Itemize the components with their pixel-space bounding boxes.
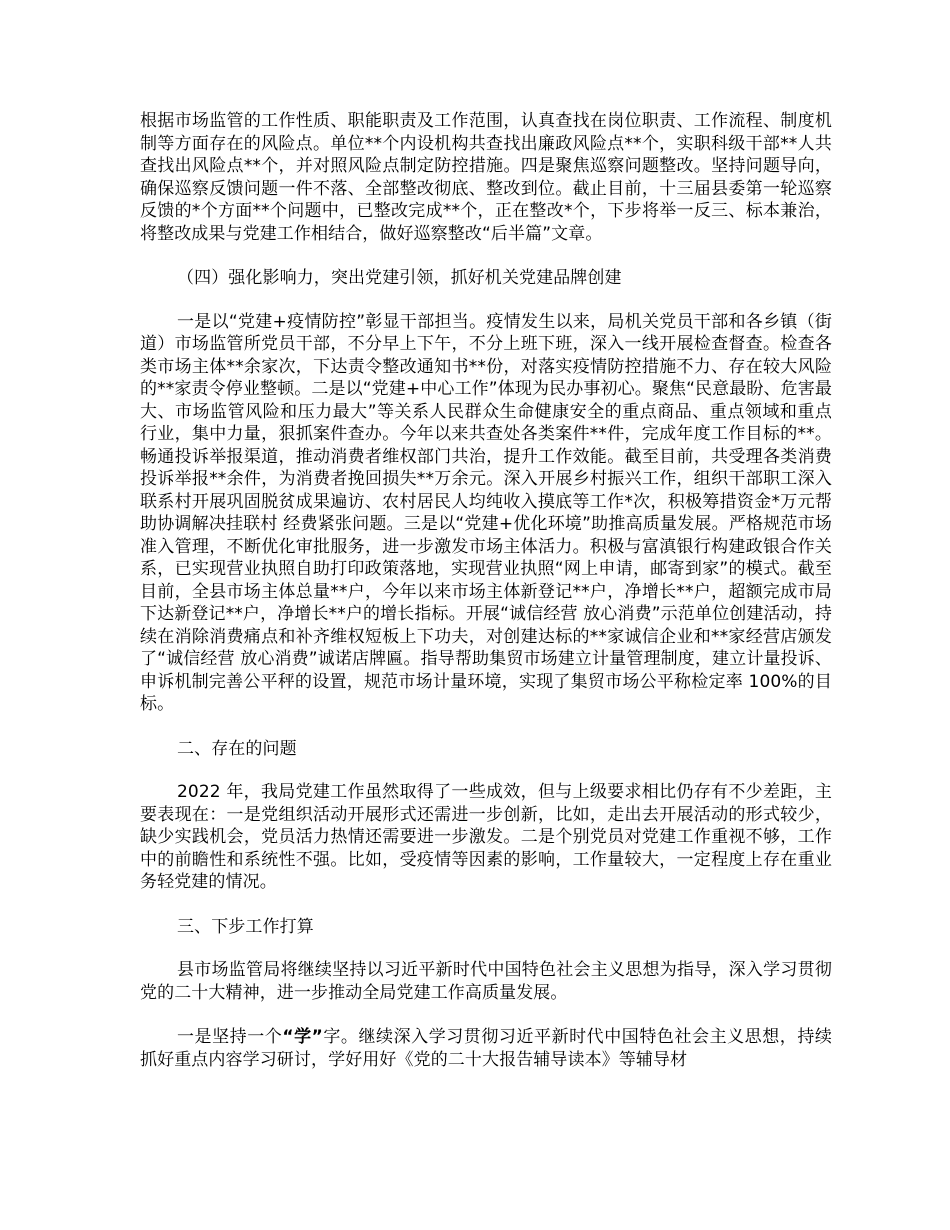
paragraph-study [140, 1026, 832, 1071]
paragraph-rectification: 根据市场监管的工作性质、职能职责及工作范围，认真查找在岗位职责、工作流程、制度机制等方面存在的风险点。单位**个内设机构共查找出廉政风险点**个，实职科级干部**人共查找出风险点**个，并对照风险点制定防控措施。四是聚焦巡察问题整改。坚持问题导向，确保巡察反馈问题一件不落、全部整改彻底、整改到位。截止目前，十三届县委第一轮巡察反馈的*个方面**个问题中，已整改完成**个，正在整改*个，下步将举一反三、标本兼治，将整改成果与党建工作相结合，做好巡察整改“后半篇”文章。 [140, 111, 832, 244]
study-rest: 字。继续深入学习贯彻习近平新时代中国特色社会主义思想，持续抓好重点内容学习研讨，学好用好《党的二十大报告辅导读本》等辅导材 [140, 1027, 832, 1070]
section-heading-next-plan: 三、下步工作打算 [177, 916, 314, 937]
section-heading-influence: （四）强化影响力，突出党建引领，抓好机关党建品牌创建 [177, 268, 622, 288]
paragraph-problems: 2022 年，我局党建工作虽然取得了一些成效，但与上级要求相比仍存有不少差距，主要表现在：一是党组织活动开展形式还需进一步创新，比如，走出去开展活动的形式较少，缺少实践机会，党员活力热情还需要进一步激发。二是个别党员对党建工作重视不够，工作中的前瞻性和系统性不强。比如，受疫情等因素的影响，工作量较大，一定程度上存在重业务轻党建的情况。 [140, 782, 832, 892]
paragraph-next-plan-intro: 县市场监管局将继续坚持以习近平新时代中国特色社会主义思想为指导，深入学习贯彻党的二十大精神，进一步推动全局党建工作高质量发展。 [140, 960, 832, 1003]
section-heading-problems: 二、存在的问题 [177, 738, 297, 759]
study-prefix: 一是坚持一个 [177, 1027, 283, 1047]
study-keyword: “学” [282, 1027, 323, 1047]
paragraph-party-building: 一是以“党建+疫情防控”彰显干部担当。疫情发生以来，局机关党员干部和各乡镇（街道）市场监管所党员干部，不分早上下午，不分上班下班，深入一线开展检查督查。检查各类市场主体**余家次，下达责令整改通知书**份，对落实疫情防控措施不力、存在较大风险的**家责令停业整顿。二是以“党建+中心工作”体现为民办事初心。聚焦“民意最盼、危害最大、市场监管风险和压力最大”等关系人民群众生命健康安全的重点商品、重点领域和重点行业，集中力量，狠抓案件查办。今年以来共查处各类案件**件，完成年度工作目标的**。畅通投诉举报渠道，推动消费者维权部门共治，提升工作效能。截至目前，共受理各类消费投诉举报**余件，为消费者挽回损失**万余元。深入开展乡村振兴工作，组织干部职工深入联系村开展巩固脱贫成果遍访、农村居民人均纯收入摸底等工作*次，积极筹措资金*万元帮助协调解决挂联村 经费紧张问题。三是以“党建+优化环境”助推高质量发展。严格规范市场准入管理，不断优化审批服务，进一步激发市场主体活力。积极与富滇银行构建政银合作关系，已实现营业执照自助打印政策落地，实现营业执照“网上申请，邮寄到家”的模式。截至目前，全县市场主体总量**户，今年以来市场主体新登记**户，净增长**户，超额完成市局下达新登记**户，净增长**户的增长指标。开展“诚信经营 放心消费”示范单位创建活动，持续在消除消费痛点和补齐维权短板上下功夫，对创建达标的**家诚信企业和**家经营店颁发了“诚信经营 放心消费”诚诺店牌匾。指导帮助集贸市场建立计量管理制度，建立计量投诉、申诉机制完善公平秤的设置，规范市场计量环境，实现了集贸市场公平称检定率 100%的目标。 [140, 311, 832, 714]
